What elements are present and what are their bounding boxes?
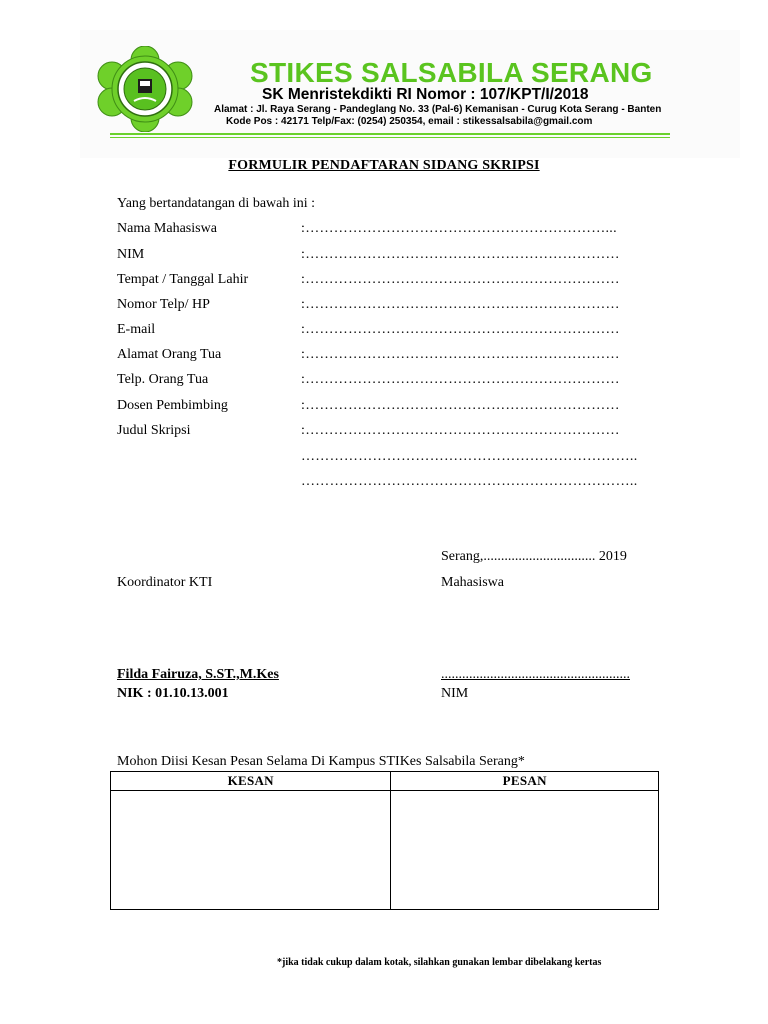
- field-line-ttl[interactable]: :…………………………………………………………: [301, 272, 620, 287]
- student-role: Mahasiswa: [441, 575, 504, 590]
- kesan-header: KESAN: [111, 772, 391, 791]
- footnote: *jika tidak cukup dalam kotak, silahkan gunakan lembar dibelakang kertas: [277, 957, 602, 968]
- accreditation-decree: SK Menristekdikti RI Nomor : 107/KPT/I/2018: [262, 86, 589, 103]
- address-line-2: Kode Pos : 42171 Telp/Fax: (0254) 250354, email : stikessalsabila@gmail.com: [226, 116, 593, 127]
- field-label-judul: Judul Skripsi: [117, 423, 191, 438]
- field-label-ttl: Tempat / Tanggal Lahir: [117, 272, 249, 287]
- field-label-email: E-mail: [117, 322, 156, 337]
- feedback-instruction: Mohon Diisi Kesan Pesan Selama Di Kampus STIKes Salsabila Serang*: [117, 754, 525, 769]
- address-line-1: Alamat : Jl. Raya Serang - Pandeglang No. 33 (Pal-6) Kemanisan - Curug Kota Serang - Banten: [214, 104, 662, 115]
- institution-name: STIKES SALSABILA SERANG: [250, 57, 653, 88]
- field-line-nim[interactable]: :…………………………………………………………: [301, 247, 620, 262]
- field-label-telp: Nomor Telp/ HP: [117, 297, 210, 312]
- field-line-judul-2[interactable]: ……………………………………………………………..: [301, 449, 638, 464]
- field-line-email[interactable]: :…………………………………………………………: [301, 322, 620, 337]
- field-line-judul[interactable]: :…………………………………………………………: [301, 423, 620, 438]
- field-label-nama: Nama Mahasiswa: [117, 221, 217, 236]
- place-date: Serang,................................ 2019: [441, 549, 627, 564]
- coordinator-name: Filda Fairuza, S.ST.,M.Kes: [117, 667, 279, 682]
- field-line-nama[interactable]: :………………………………………………………...: [301, 221, 617, 236]
- field-line-dosen[interactable]: :…………………………………………………………: [301, 398, 620, 413]
- field-label-telp-ortu: Telp. Orang Tua: [117, 372, 209, 387]
- field-line-telp-ortu[interactable]: :…………………………………………………………: [301, 372, 620, 387]
- student-nim-label: NIM: [441, 686, 469, 701]
- field-line-telp[interactable]: :…………………………………………………………: [301, 297, 620, 312]
- form-title: FORMULIR PENDAFTARAN SIDANG SKRIPSI: [228, 158, 540, 173]
- header-divider-thin: [110, 137, 670, 138]
- coordinator-nik: NIK : 01.10.13.001: [117, 686, 229, 701]
- student-signature-line[interactable]: ......................................................: [441, 667, 630, 682]
- feedback-table: [110, 771, 659, 910]
- header-divider: [110, 133, 670, 135]
- field-line-judul-3[interactable]: ……………………………………………………………..: [301, 474, 638, 489]
- intro-text: Yang bertandatangan di bawah ini :: [117, 196, 316, 211]
- field-label-alamat-ortu: Alamat Orang Tua: [117, 347, 222, 362]
- coordinator-role: Koordinator KTI: [117, 575, 213, 590]
- field-line-alamat-ortu[interactable]: :…………………………………………………………: [301, 347, 620, 362]
- pesan-header: PESAN: [391, 772, 659, 791]
- pesan-input-cell[interactable]: [391, 791, 659, 910]
- field-label-dosen: Dosen Pembimbing: [117, 398, 228, 413]
- kesan-input-cell[interactable]: [111, 791, 391, 910]
- field-label-nim: NIM: [117, 247, 145, 262]
- institution-logo-icon: [96, 46, 194, 132]
